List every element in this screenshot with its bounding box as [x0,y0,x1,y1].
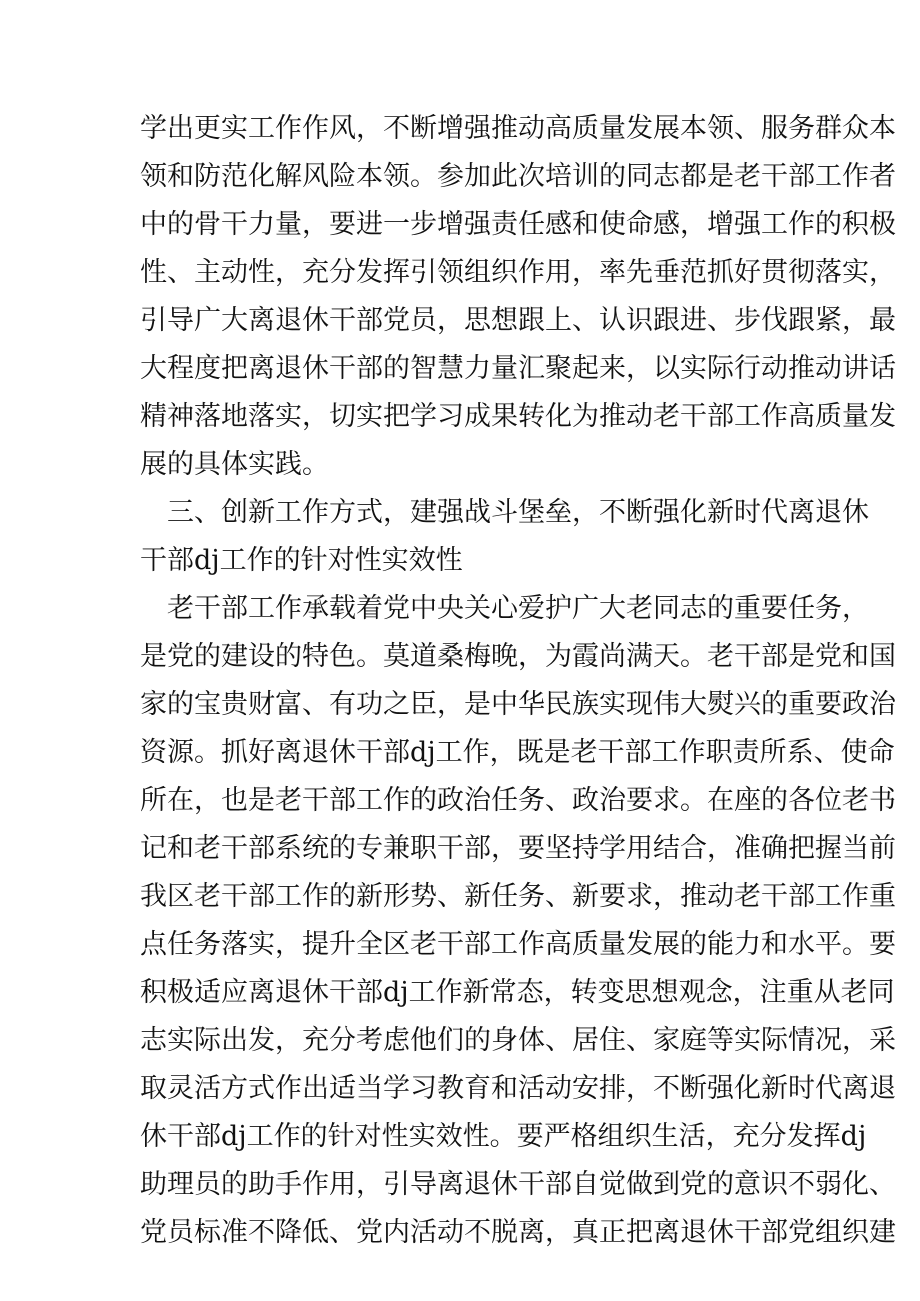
section-heading-line: 干部dj工作的针对性实效性 [140,545,463,576]
text-line: 引导广大离退休干部党员，思想跟上、认识跟进、步伐跟紧，最 [140,305,896,336]
text-line: 是党的建设的特色。莫道桑梅晚，为霞尚满天。老干部是党和国 [140,641,896,672]
text-line: 记和老干部系统的专兼职干部，要坚持学用结合，准确把握当前 [140,833,896,864]
text-line: 家的宝贵财富、有功之臣，是中华民族实现伟大熨兴的重要政治 [140,689,896,720]
text-line: 资源。抓好离退休干部dj工作，既是老干部工作职责所系、使命 [140,737,895,768]
text-line: 精神落地落实，切实把学习成果转化为推动老干部工作高质量发 [140,401,896,432]
text-line: 学出更实工作作风，不断增强推动高质量发展本领、服务群众本 [140,113,896,144]
text-line: 积极适应离退休干部dj工作新常态，转变思想观念，注重从老同 [140,977,895,1008]
text-line: 老干部工作承载着党中央关心爱护广大老同志的重要任务， [167,593,869,624]
text-line: 性、主动性，充分发挥引领组织作用，率先垂范抓好贯彻落实， [140,257,896,288]
document-body [140,105,896,1257]
text-line: 志实际出发，充分考虑他们的身体、居住、家庭等实际情况，采 [140,1025,896,1056]
text-line: 展的具体实践。 [140,449,329,480]
text-line: 取灵活方式作出适当学习教育和活动安排，不断强化新时代离退 [140,1073,896,1104]
text-line: 领和防范化解风险本领。参加此次培训的同志都是老干部工作者 [140,161,896,192]
text-line: 点任务落实，提升全区老干部工作高质量发展的能力和水平。要 [140,929,896,960]
text-line: 所在，也是老干部工作的政治任务、政治要求。在座的各位老书 [140,785,896,816]
text-line: 党员标准不降低、党内活动不脱离，真正把离退休干部党组织建 [140,1217,896,1248]
text-line: 休干部dj工作的针对性实效性。要严格组织生活，充分发挥dj [140,1121,867,1152]
text-line: 大程度把离退休干部的智慧力量汇聚起来，以实际行动推动讲话 [140,353,896,384]
text-line: 我区老干部工作的新形势、新任务、新要求，推动老干部工作重 [140,881,896,912]
text-line: 助理员的助手作用，引导离退休干部自觉做到党的意识不弱化、 [140,1169,896,1200]
text-line: 中的骨干力量，要进一步增强责任感和使命感，增强工作的积极 [140,209,896,240]
section-heading-line: 三、创新工作方式，建强战斗堡垒，不断强化新时代离退休 [167,497,869,528]
